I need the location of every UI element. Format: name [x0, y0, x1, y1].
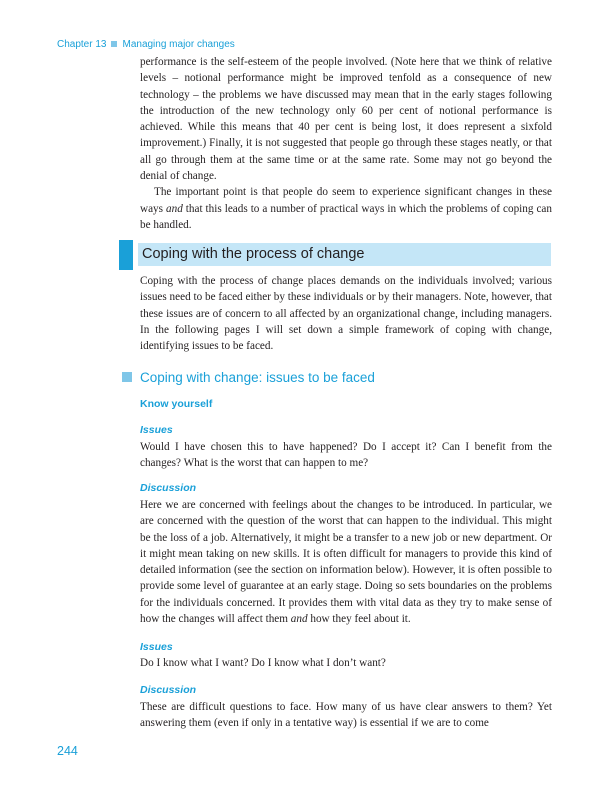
paragraph: Do I know what I want? Do I know what I don’t want? [140, 657, 386, 669]
know-yourself-heading: Know yourself [140, 398, 213, 410]
paragraph: The important point is that people do seem to experience significant changes in these ways and that this leads to a number of practical ways in which the problems of coping can be handled. [140, 186, 552, 231]
paragraph: performance is the self-esteem of the people involved. (Note here that we think of relative levels – notional performance might be improved tenfold as a consequence of new technology – the problems we have discussed may mean that in the early stages following the introduction of the new technology only 60 per cent of notional performance is achieved. While this means that 40 per cent is being lost, it does represent a sixfold improvement.) Finally, it is not suggested that people go through these stages neatly, or that all go through them at the same time or at the same rate. Some may not go beyond the denial of change. [140, 56, 552, 183]
chapter-label: Chapter 13 [57, 39, 107, 50]
issues-text [140, 655, 552, 671]
running-head [57, 39, 235, 50]
paragraph: Coping with the process of change places demands on the individuals involved; various issues need to be faced either by these individuals or by their managers. Note, however, that these issues are of concern to all affected by an organizational change, including managers. In the following pages I will set down a simple framework of coping with change, identifying issues to be faced. [140, 275, 552, 353]
issues-label: Issues [140, 641, 173, 653]
section-title: Coping with the process of change [138, 243, 551, 266]
paragraph: These are difficult questions to face. How many of us have clear answers to them? Yet answering them (even if only in a tentative way) is essential if we are to come [140, 701, 552, 730]
discussion-label: Discussion [140, 684, 197, 696]
intro-text [140, 54, 552, 233]
discussion-text [140, 699, 552, 732]
issues-label: Issues [140, 424, 173, 436]
paragraph: Would I have chosen this to have happened? Do I accept it? Can I benefit from the changes? What is the worst that can happen to me? [140, 441, 552, 470]
issues-text [140, 439, 552, 472]
section-heading [119, 240, 551, 270]
subsection-heading [122, 370, 375, 385]
paragraph: Here we are concerned with feelings about the changes to be introduced. In particular, we are concerned with the question of the worst that can happen to the individual. This might be the loss of a job. Alternatively, it might be a transfer to a new job or new department. Or it might mean taking on new skills. It is often difficult for managers to provide this kind of detailed information (see the section on information below). However, it is often possible to provide some level of guarantee at an early stage. Doing so sets boundaries on the problems for the individuals concerned. It provides them with vital data as they try to make sense of how the changes will affect them and how they feel about it. [140, 499, 552, 626]
chapter-title: Managing major changes [122, 39, 235, 50]
subsection-title: Coping with change: issues to be faced [140, 370, 375, 385]
page-number: 244 [57, 744, 78, 758]
square-bullet-icon [111, 41, 117, 47]
discussion-label: Discussion [140, 482, 197, 494]
square-bullet-icon [122, 372, 132, 382]
discussion-text [140, 497, 552, 627]
section-heading-bar [119, 240, 133, 270]
section-text [140, 273, 552, 354]
